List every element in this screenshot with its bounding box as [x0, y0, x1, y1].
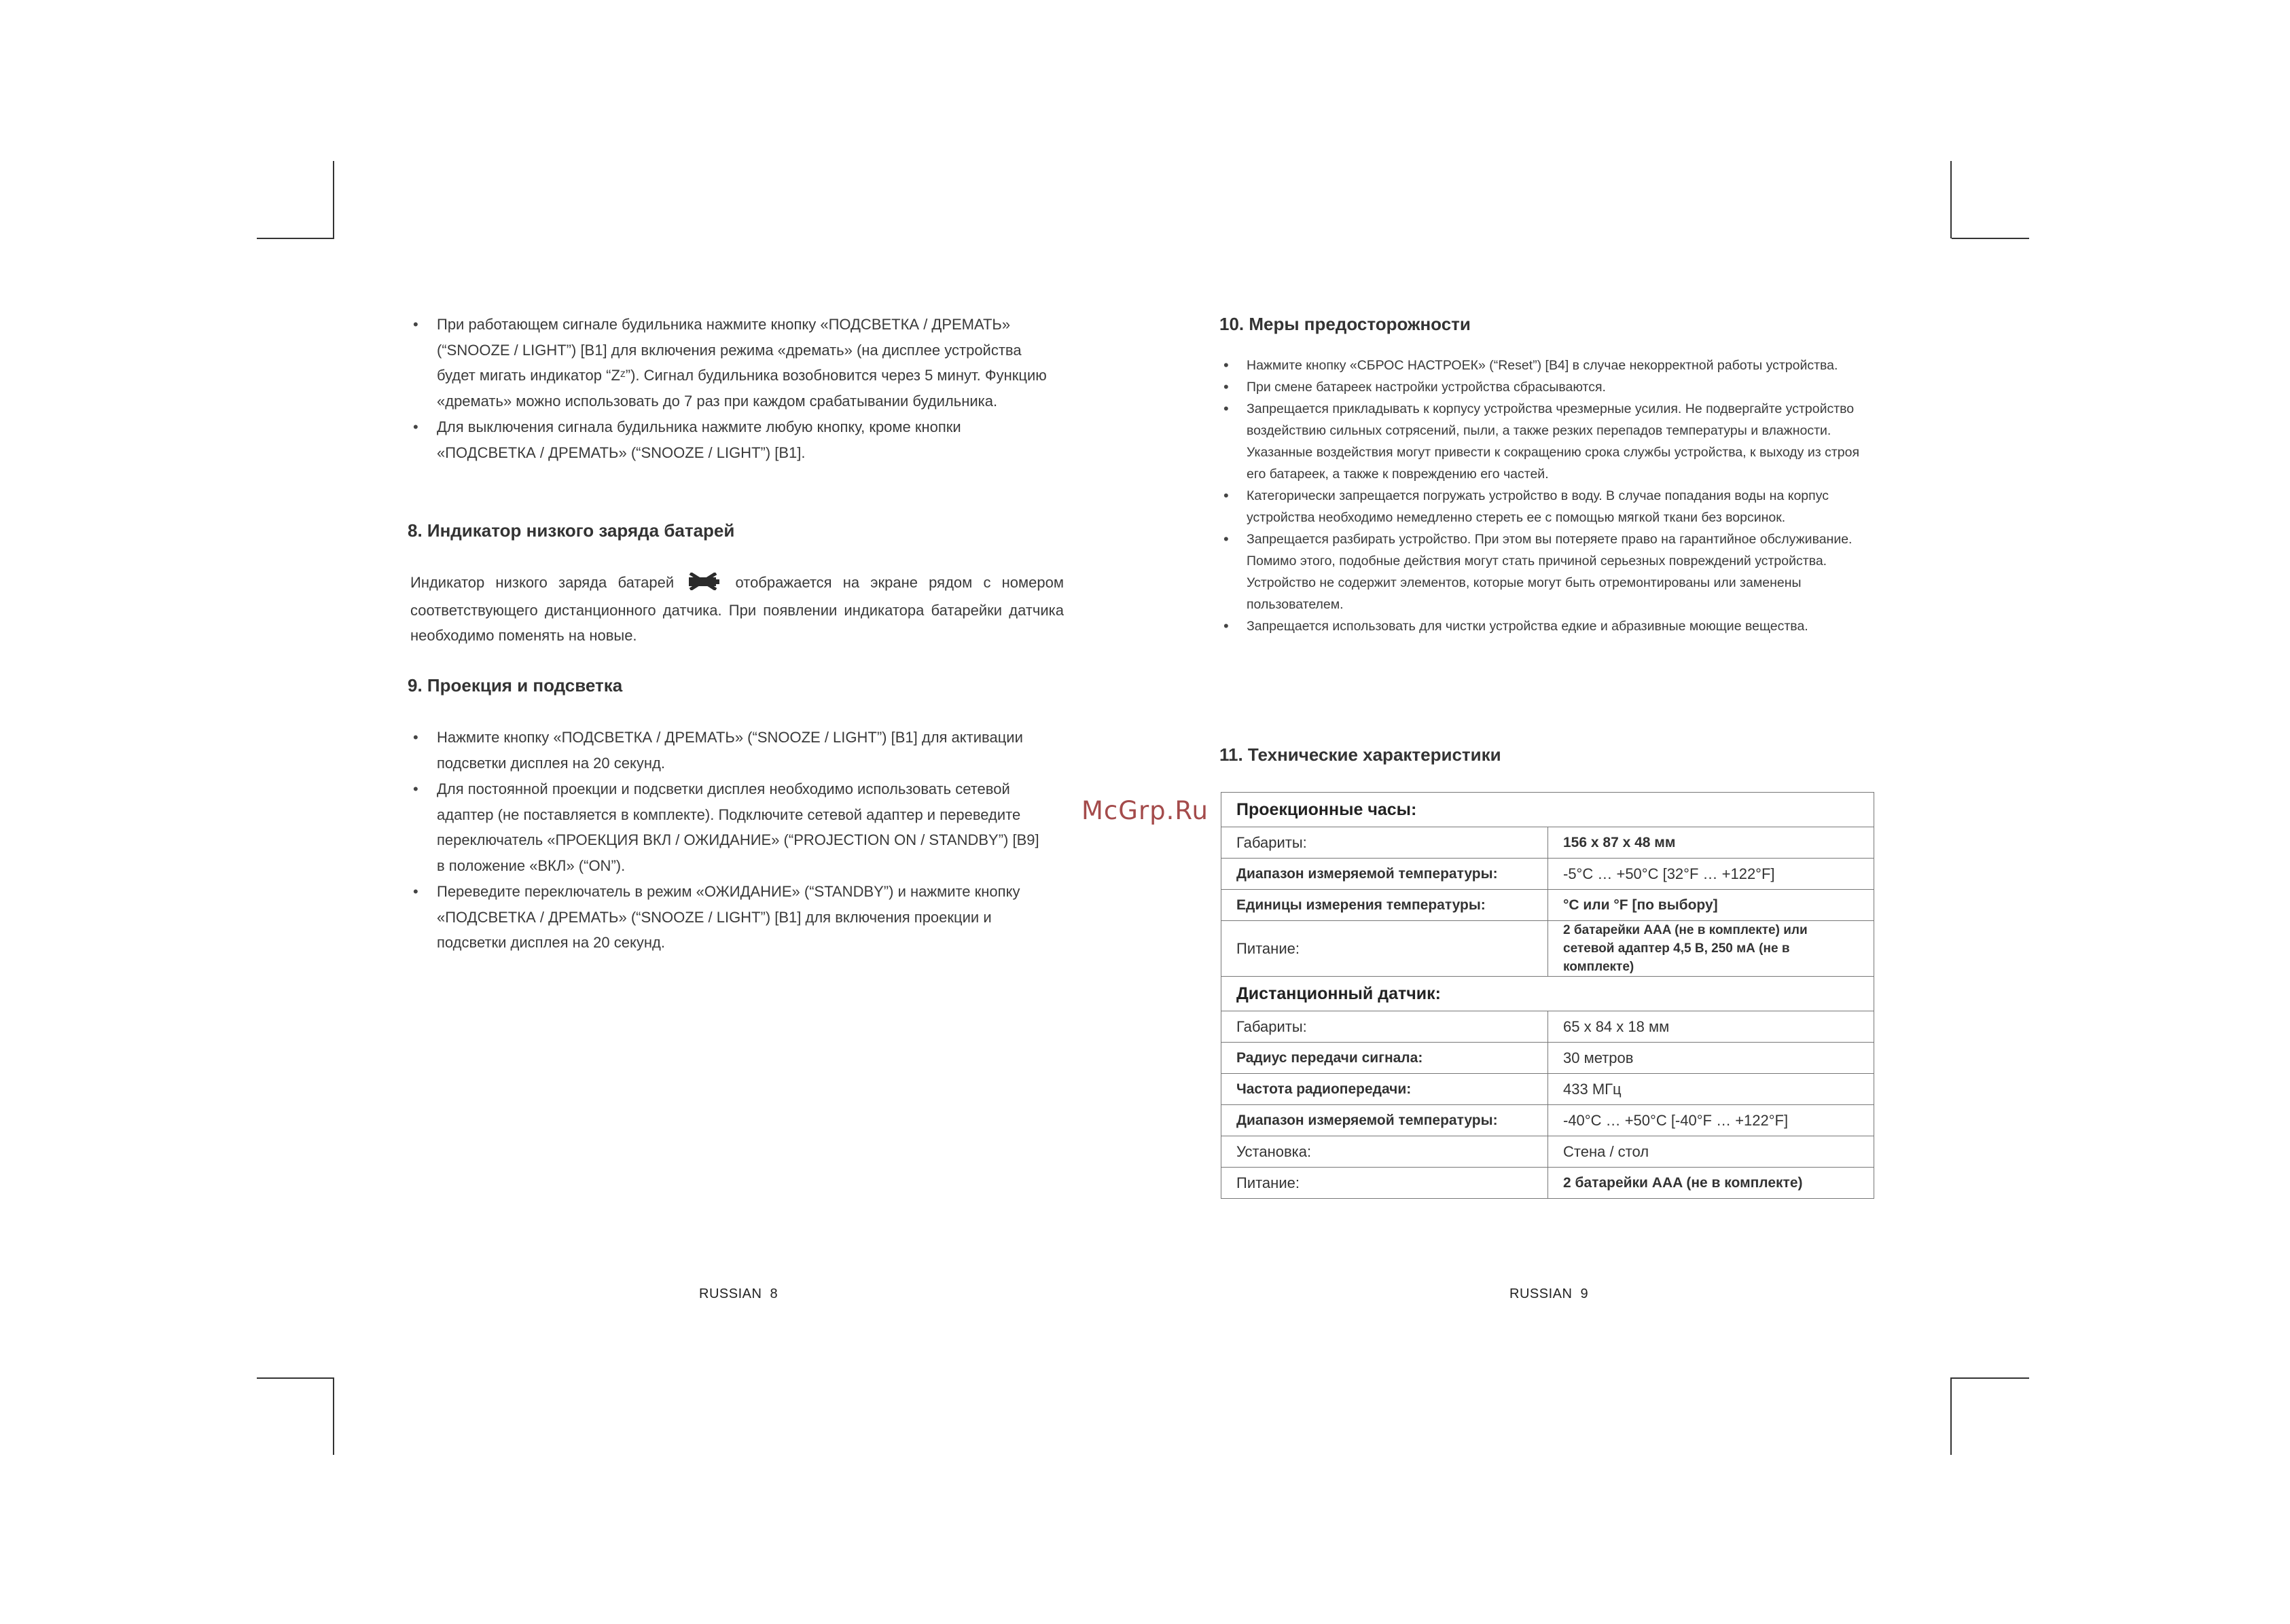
crop-mark	[333, 161, 334, 238]
table-row	[1221, 1105, 1874, 1136]
table-cell: 65 x 84 x 18 мм	[1548, 1011, 1874, 1043]
list-item: • Для постоянной проекции и подсветки дисплея необходимо использовать сетевой адаптер (не поставляется в комплекте). Подключите сетевой адаптер и переведите переключатель «ПРОЕКЦИЯ ВКЛ / ОЖИДАНИЕ» (“PROJECTION ON / STANDBY”) [B9] в положение «ВКЛ» (“ON”).	[408, 776, 1046, 878]
list-item: • Нажмите кнопку «СБРОС НАСТРОЕК» (“Reset”) [B4] в случае некорректной работы устройства.	[1219, 355, 1868, 376]
table-row	[1221, 827, 1874, 859]
table-cell: -5°C … +50°C [32°F … +122°F]	[1548, 859, 1874, 890]
table-cell: 2 батарейки AAA (не в комплекте) или сетевой адаптер 4,5 В, 250 мА (не в комплекте)	[1548, 921, 1874, 977]
projection-bullets	[408, 725, 1046, 956]
crop-mark	[333, 1377, 334, 1455]
alarm-bullets	[408, 312, 1060, 466]
table-cell: Радиус передачи сигнала:	[1221, 1043, 1548, 1074]
list-item: • Категорически запрещается погружать устройство в воду. В случае попадания воды на корпус устройства необходимо немедленно стереть ее с помощью мягкой ткани без ворсинок.	[1219, 485, 1868, 528]
watermark: McGrp.Ru	[1081, 796, 1209, 825]
table-cell: Габариты:	[1221, 1011, 1548, 1043]
table-cell: Единицы измерения температуры:	[1221, 890, 1548, 921]
table-row	[1221, 1011, 1874, 1043]
list-item: • Запрещается прикладывать к корпусу устройства чрезмерные усилия. Не подвергайте устройство воздействию сильных сотрясений, пыли, а также резких перепадов температуры и влажности. Указанные воздействия могут привести к сокращению срока службы устройства, к выходу из строя его батареек, а также к повреждению его частей.	[1219, 398, 1868, 485]
crop-mark	[1952, 238, 2029, 239]
table-section-header	[1221, 977, 1874, 1011]
precaution-bullets	[1219, 355, 1868, 637]
section-heading: 8. Индикатор низкого заряда батарей	[408, 520, 735, 541]
table-cell: Питание:	[1221, 921, 1548, 977]
table-cell: °C или °F [по выбору]	[1548, 890, 1874, 921]
section-heading: 10. Меры предосторожности	[1219, 314, 1471, 334]
table-cell: Диапазон измеряемой температуры:	[1221, 1105, 1548, 1136]
list-item: • Нажмите кнопку «ПОДСВЕТКА / ДРЕМАТЬ» (“SNOOZE / LIGHT”) [B1] для активации подсветки дисплея на 20 секунд.	[408, 725, 1046, 776]
table-cell: 2 батарейки AAA (не в комплекте)	[1548, 1168, 1874, 1199]
list-item: • Запрещается использовать для чистки устройства едкие и абразивные моющие вещества.	[1219, 615, 1868, 637]
table-cell: 156 x 87 x 48 мм	[1548, 827, 1874, 859]
table-cell: Установка:	[1221, 1136, 1548, 1168]
low-battery-icon	[686, 573, 723, 598]
table-section-header	[1221, 793, 1874, 827]
page-footer: RUSSIAN 8	[699, 1286, 779, 1301]
table-section-title: Проекционные часы:	[1221, 793, 1874, 827]
table-cell: Диапазон измеряемой температуры:	[1221, 859, 1548, 890]
crop-mark	[1950, 161, 1952, 238]
table-row	[1221, 1168, 1874, 1199]
crop-mark	[257, 238, 334, 239]
table-row	[1221, 890, 1874, 921]
list-item: • Запрещается разбирать устройство. При этом вы потеряете право на гарантийное обслуживание. Помимо этого, подобные действия могут стать причиной серьезных повреждений устройства. Устройство не содержит элементов, которые могут быть отремонтированы или заменены пользователем.	[1219, 528, 1868, 615]
table-cell: -40°C … +50°C [-40°F … +122°F]	[1548, 1105, 1874, 1136]
list-item: • При работающем сигнале будильника нажмите кнопку «ПОДСВЕТКА / ДРЕМАТЬ» (“SNOOZE / LIGHT”) [B1] для включения режима «дремать» (на дисплее устройства будет мигать индикатор “Zᶻ”). Сигнал будильника возобновится через 5 минут. Функцию «дремать» можно использовать до 7 раз при каждом срабатывании будильника.	[408, 312, 1060, 414]
section-heading: 11. Технические характеристики	[1219, 744, 1501, 765]
table-cell: Стена / стол	[1548, 1136, 1874, 1168]
table-cell: Габариты:	[1221, 827, 1548, 859]
table-cell: Частота радиопередачи:	[1221, 1074, 1548, 1105]
table-cell: Питание:	[1221, 1168, 1548, 1199]
table-row	[1221, 1043, 1874, 1074]
specs-table	[1221, 792, 1874, 1199]
list-item: • При смене батареек настройки устройства сбрасываются.	[1219, 376, 1868, 398]
table-row	[1221, 1074, 1874, 1105]
crop-mark	[1950, 1377, 1952, 1455]
list-item: • Переведите переключатель в режим «ОЖИДАНИЕ» (“STANDBY”) и нажмите кнопку «ПОДСВЕТКА / ДРЕМАТЬ» (“SNOOZE / LIGHT”) [B1] для включения проекции и подсветки дисплея на 20 секунд.	[408, 879, 1046, 956]
section-paragraph: Индикатор низкого заряда батарей отображается на экране рядом с номером соответствующего дистанционного датчика. При появлении индикатора батарейки датчика необходимо поменять на новые.	[410, 574, 1064, 644]
table-row	[1221, 1136, 1874, 1168]
table-cell: 433 МГц	[1548, 1074, 1874, 1105]
list-item: • Для выключения сигнала будильника нажмите любую кнопку, кроме кнопки «ПОДСВЕТКА / ДРЕМАТЬ» (“SNOOZE / LIGHT”) [B1].	[408, 414, 1060, 465]
table-row	[1221, 921, 1874, 977]
crop-mark	[1952, 1377, 2029, 1379]
table-row	[1221, 859, 1874, 890]
section-heading: 9. Проекция и подсветка	[408, 675, 623, 696]
crop-mark	[257, 1377, 334, 1379]
table-section-title: Дистанционный датчик:	[1221, 977, 1874, 1011]
page-footer: RUSSIAN 9	[1509, 1286, 1589, 1301]
table-cell: 30 метров	[1548, 1043, 1874, 1074]
